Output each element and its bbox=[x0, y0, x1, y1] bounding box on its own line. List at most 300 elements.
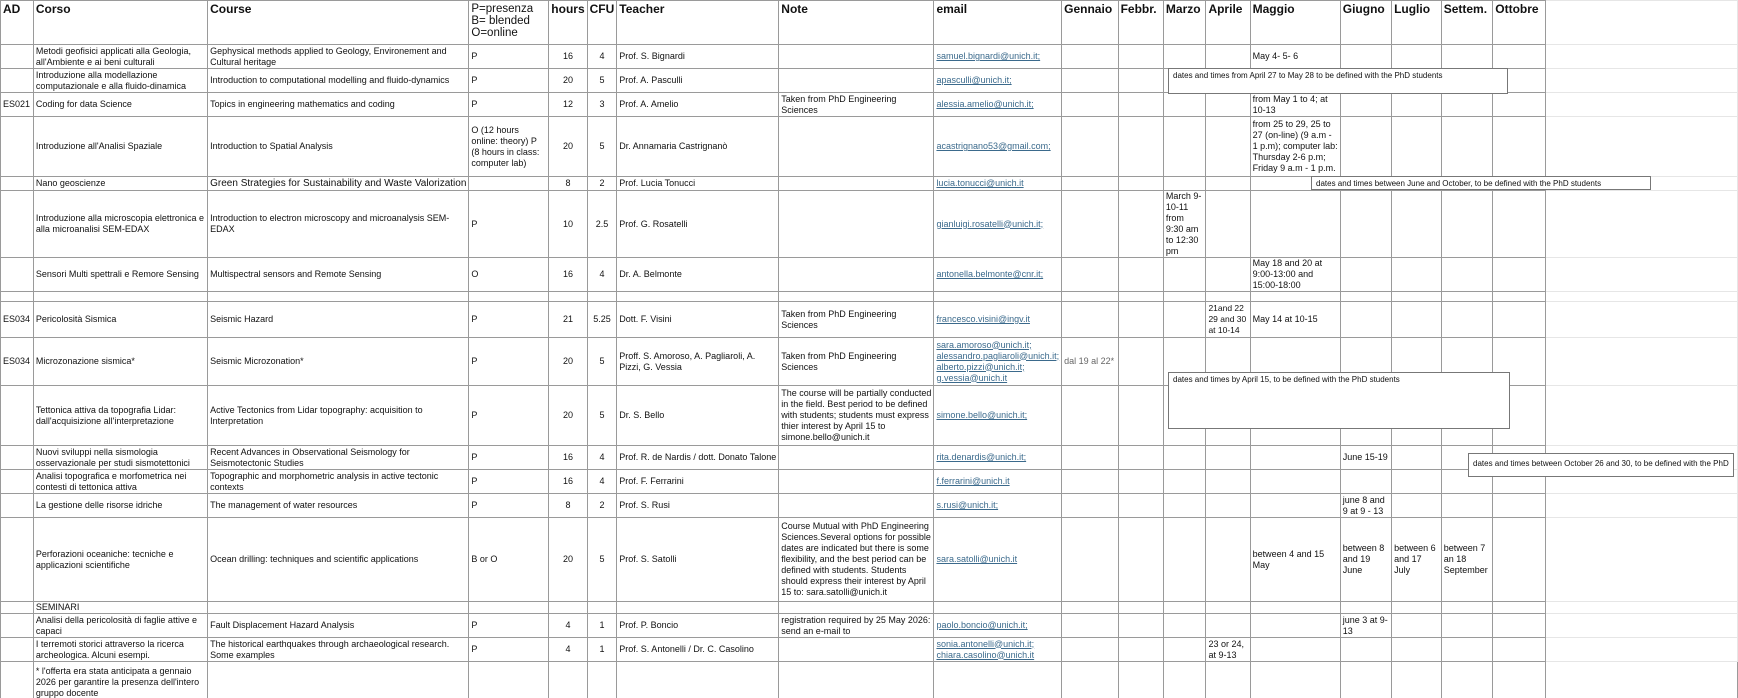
cell-month-maggio: May 18 and 20 at 9:00-13:00 and 15:00-18:00 bbox=[1250, 258, 1340, 292]
table-row bbox=[1, 638, 1738, 662]
cell-email[interactable]: rita.denardis@unich.it; bbox=[934, 446, 1062, 470]
header-ad: AD bbox=[1, 1, 34, 45]
cell-note: Taken from PhD Engineering Sciences bbox=[779, 93, 934, 117]
cell-month-marzo bbox=[1163, 258, 1206, 292]
cell-note: The course will be partially conducted in the field. Best period to be defined with students; students must express thier interest by April 15 to simone.bello@unich.it bbox=[779, 386, 934, 446]
cell-month-aprile: 21and 22 29 and 30 at 10-14 bbox=[1206, 302, 1250, 338]
table-row bbox=[1, 602, 1738, 614]
cell-note bbox=[779, 470, 934, 494]
cell-email[interactable]: lucia.tonucci@unich.it bbox=[934, 177, 1062, 191]
cell-hours: 16 bbox=[549, 258, 587, 292]
cell-email[interactable]: antonella.belmonte@cnr.it; bbox=[934, 258, 1062, 292]
cell-month-gennaio bbox=[1062, 258, 1118, 292]
cell-mode: P bbox=[469, 338, 549, 386]
header-teacher: Teacher bbox=[617, 1, 779, 45]
cell-teacher: Prof. G. Rosatelli bbox=[617, 191, 779, 258]
cell-month-gennaio bbox=[1062, 614, 1118, 638]
empty-cell bbox=[1118, 662, 1163, 698]
empty-cell bbox=[1546, 386, 1738, 446]
cell-email[interactable]: f.ferrarini@unich.it bbox=[934, 470, 1062, 494]
table-row bbox=[1, 93, 1738, 117]
cell-course: Recent Advances in Observational Seismology for Seismotectonic Studies bbox=[208, 446, 469, 470]
table-row bbox=[1, 614, 1738, 638]
cell-month-febbraio bbox=[1118, 638, 1163, 662]
cell-mode: P bbox=[469, 446, 549, 470]
cell-mode: O (12 hours online: theory) P (8 hours in class: computer lab) bbox=[469, 117, 549, 177]
cell-month-giugno bbox=[1340, 117, 1391, 177]
empty-cell bbox=[1546, 93, 1738, 117]
cell-month-aprile bbox=[1206, 93, 1250, 117]
cell-month-gennaio bbox=[1062, 292, 1118, 302]
cell-note bbox=[779, 191, 934, 258]
cell-month-ottobre bbox=[1493, 614, 1546, 638]
cell-teacher: Prof. R. de Nardis / dott. Donato Talone bbox=[617, 446, 779, 470]
cell-cfu: 4 bbox=[587, 45, 617, 69]
cell-note: Taken from PhD Engineering Sciences bbox=[779, 302, 934, 338]
cell-cfu: 2 bbox=[587, 177, 617, 191]
cell-email bbox=[934, 602, 1062, 614]
cell-corso: Nano geoscienze bbox=[33, 177, 207, 191]
cell-course: Introduction to electron microscopy and microanalysis SEM-EDAX bbox=[208, 191, 469, 258]
cell-month-marzo bbox=[1163, 494, 1206, 518]
cell-note: registration required by 25 May 2026: send an e-mail to bbox=[779, 614, 934, 638]
cell-ad bbox=[1, 177, 34, 191]
header-hours: hours bbox=[549, 1, 587, 45]
cell-ad bbox=[1, 470, 34, 494]
cell-month-gennaio bbox=[1062, 470, 1118, 494]
cell-mode: P bbox=[469, 93, 549, 117]
cell-corso: Analisi topografica e morfometrica nei contesti di tettonica attiva bbox=[33, 470, 207, 494]
cell-email[interactable]: francesco.visini@ingv.it bbox=[934, 302, 1062, 338]
cell-month-febbraio bbox=[1118, 93, 1163, 117]
cell-hours: 4 bbox=[549, 638, 587, 662]
cell-month-ottobre bbox=[1493, 302, 1546, 338]
cell-month-marzo bbox=[1163, 93, 1206, 117]
cell-email[interactable]: gianluigi.rosatelli@unich.it; bbox=[934, 191, 1062, 258]
cell-month-aprile bbox=[1206, 494, 1250, 518]
cell-month-luglio bbox=[1392, 117, 1442, 177]
cell-month-marzo bbox=[1163, 45, 1206, 69]
cell-month-gennaio bbox=[1062, 446, 1118, 470]
cell-month-luglio bbox=[1392, 258, 1442, 292]
cell-hours: 12 bbox=[549, 93, 587, 117]
cell-cfu bbox=[587, 292, 617, 302]
cell-teacher: Prof. Lucia Tonucci bbox=[617, 177, 779, 191]
cell-course: Active Tectonics from Lidar topography: acquisition to Interpretation bbox=[208, 386, 469, 446]
empty-cell bbox=[1062, 662, 1118, 698]
cell-month-luglio bbox=[1392, 45, 1442, 69]
header-month-settembre: Settem. bbox=[1441, 1, 1493, 45]
cell-month-marzo bbox=[1163, 470, 1206, 494]
cell-month-luglio bbox=[1392, 93, 1442, 117]
empty-cell bbox=[549, 662, 587, 698]
cell-ad bbox=[1, 638, 34, 662]
cell-cfu: 5 bbox=[587, 69, 617, 93]
cell-corso: Introduzione alla modellazione computazionale e alla fluido-dinamica bbox=[33, 69, 207, 93]
cell-month-marzo: March 9-10-11 from 9:30 am to 12:30 pm bbox=[1163, 191, 1206, 258]
header-month-gennaio: Gennaio bbox=[1062, 1, 1118, 45]
cell-month-settembre bbox=[1441, 292, 1493, 302]
cell-corso: Analisi della pericolosità di faglie attive e capaci bbox=[33, 614, 207, 638]
cell-ad bbox=[1, 662, 34, 698]
cell-month-ottobre bbox=[1493, 494, 1546, 518]
cell-ad bbox=[1, 602, 34, 614]
cell-month-giugno bbox=[1340, 191, 1391, 258]
cell-note bbox=[779, 45, 934, 69]
cell-corso bbox=[33, 292, 207, 302]
cell-note bbox=[779, 69, 934, 93]
cell-ad bbox=[1, 292, 34, 302]
cell-month-giugno bbox=[1340, 258, 1391, 292]
cell-mode: P bbox=[469, 45, 549, 69]
cell-note: Course Mutual with PhD Engineering Sciences.Several options for possible dates are indicated but there is some flexibility, and the best period can be defined with students. Students should express their interest by April 15 to: sara.satolli@unich.it bbox=[779, 518, 934, 602]
empty-cell bbox=[1546, 258, 1738, 292]
cell-hours: 20 bbox=[549, 69, 587, 93]
cell-corso: La gestione delle risorse idriche bbox=[33, 494, 207, 518]
cell-month-aprile bbox=[1206, 258, 1250, 292]
cell-corso: SEMINARI bbox=[33, 602, 207, 614]
table-row bbox=[1, 191, 1738, 258]
cell-ad bbox=[1, 386, 34, 446]
header-month-febbraio: Febbr. bbox=[1118, 1, 1163, 45]
cell-month-maggio bbox=[1250, 292, 1340, 302]
cell-month-febbraio bbox=[1118, 177, 1163, 191]
cell-month-maggio: from May 1 to 4; at 10-13 bbox=[1250, 93, 1340, 117]
cell-email[interactable]: sonia.antonelli@unich.it; chiara.casolino@unich.it bbox=[934, 638, 1062, 662]
empty-cell bbox=[1546, 638, 1738, 662]
cell-month-luglio bbox=[1392, 302, 1442, 338]
cell-ad bbox=[1, 117, 34, 177]
cell-email[interactable]: acastrignano53@gmail.com; bbox=[934, 117, 1062, 177]
cell-cfu: 4 bbox=[587, 470, 617, 494]
cell-month-giugno bbox=[1340, 302, 1391, 338]
cell-month-settembre bbox=[1441, 45, 1493, 69]
empty-cell bbox=[1392, 662, 1442, 698]
cell-month-aprile bbox=[1206, 45, 1250, 69]
header-month-giugno: Giugno bbox=[1340, 1, 1391, 45]
note-box-tonucci: dates and times between June and October, to be defined with the PhD students bbox=[1311, 176, 1651, 190]
cell-month-aprile bbox=[1206, 614, 1250, 638]
cell-teacher: Prof. A. Amelio bbox=[617, 93, 779, 117]
cell-hours bbox=[549, 292, 587, 302]
header-note: Note bbox=[779, 1, 934, 45]
cell-month-marzo bbox=[1163, 292, 1206, 302]
cell-hours: 4 bbox=[549, 614, 587, 638]
cell-email bbox=[934, 292, 1062, 302]
cell-email[interactable]: apasculli@unich.it; bbox=[934, 69, 1062, 93]
cell-month-febbraio bbox=[1118, 470, 1163, 494]
cell-month-giugno bbox=[1340, 638, 1391, 662]
cell-email[interactable]: s.rusi@unich.it; bbox=[934, 494, 1062, 518]
cell-month-luglio bbox=[1392, 614, 1442, 638]
cell-month-giugno bbox=[1340, 45, 1391, 69]
cell-cfu: 5 bbox=[587, 117, 617, 177]
cell-course: Seismic Microzonation* bbox=[208, 338, 469, 386]
cell-month-ottobre bbox=[1493, 518, 1546, 602]
cell-note bbox=[779, 292, 934, 302]
cell-mode bbox=[469, 177, 549, 191]
empty-cell bbox=[1546, 602, 1738, 614]
cell-corso: Pericolosità Sismica bbox=[33, 302, 207, 338]
cell-month-maggio: from 25 to 29, 25 to 27 (on-line) (9 a.m - 1 p.m); computer lab: Thursday 2-6 p.m; Friday 9 a.m - 1 p.m. bbox=[1250, 117, 1340, 177]
cell-mode: P bbox=[469, 494, 549, 518]
empty-cell bbox=[1163, 662, 1206, 698]
cell-month-giugno: june 3 at 9-13 bbox=[1340, 614, 1391, 638]
note-box-bello: dates and times by April 15, to be defined with the PhD students bbox=[1168, 372, 1510, 429]
cell-month-maggio: May 4- 5- 6 bbox=[1250, 45, 1340, 69]
cell-month-aprile bbox=[1206, 602, 1250, 614]
header-cfu: CFU bbox=[587, 1, 617, 45]
cell-email[interactable]: paolo.boncio@unich.it; bbox=[934, 614, 1062, 638]
cell-month-giugno: between 8 and 19 June bbox=[1340, 518, 1391, 602]
cell-month-gennaio: dal 19 al 22* bbox=[1062, 338, 1118, 386]
cell-course: Green Strategies for Sustainability and Waste Valorization bbox=[208, 177, 469, 191]
cell-month-settembre bbox=[1441, 302, 1493, 338]
empty-cell bbox=[1340, 662, 1391, 698]
cell-month-maggio bbox=[1250, 446, 1340, 470]
empty-cell bbox=[779, 662, 934, 698]
cell-ad bbox=[1, 518, 34, 602]
cell-month-marzo bbox=[1163, 302, 1206, 338]
empty-cell bbox=[1546, 191, 1738, 258]
cell-month-giugno bbox=[1340, 602, 1391, 614]
cell-mode bbox=[469, 292, 549, 302]
cell-course bbox=[208, 602, 469, 614]
cell-cfu: 4 bbox=[587, 258, 617, 292]
cell-email[interactable]: sara.amoroso@unich.it; alessandro.pagliaroli@unich.it; alberto.pizzi@unich.it; g.vessia@unich.it bbox=[934, 338, 1062, 386]
cell-cfu: 3 bbox=[587, 93, 617, 117]
cell-cfu: 5.25 bbox=[587, 302, 617, 338]
cell-month-gennaio bbox=[1062, 117, 1118, 177]
cell-month-marzo bbox=[1163, 518, 1206, 602]
cell-month-gennaio bbox=[1062, 93, 1118, 117]
cell-month-maggio bbox=[1250, 614, 1340, 638]
cell-month-settembre bbox=[1441, 117, 1493, 177]
cell-hours: 20 bbox=[549, 117, 587, 177]
cell-teacher bbox=[617, 602, 779, 614]
cell-hours: 8 bbox=[549, 177, 587, 191]
cell-mode: P bbox=[469, 69, 549, 93]
cell-month-febbraio bbox=[1118, 338, 1163, 386]
cell-hours: 16 bbox=[549, 45, 587, 69]
cell-month-aprile bbox=[1206, 191, 1250, 258]
cell-teacher: Dr. Annamaria Castrignanò bbox=[617, 117, 779, 177]
cell-note bbox=[779, 258, 934, 292]
cell-course: Introduction to computational modelling and fluido-dynamics bbox=[208, 69, 469, 93]
cell-ad: ES034 bbox=[1, 338, 34, 386]
cell-month-luglio bbox=[1392, 602, 1442, 614]
cell-month-ottobre bbox=[1493, 93, 1546, 117]
cell-ad bbox=[1, 258, 34, 292]
cell-hours: 20 bbox=[549, 386, 587, 446]
cell-mode: B or O bbox=[469, 518, 549, 602]
cell-month-gennaio bbox=[1062, 191, 1118, 258]
cell-course: Topographic and morphometric analysis in active tectonic contexts bbox=[208, 470, 469, 494]
cell-month-febbraio bbox=[1118, 302, 1163, 338]
empty-cell bbox=[1250, 662, 1340, 698]
cell-ad bbox=[1, 69, 34, 93]
cell-month-luglio bbox=[1392, 470, 1442, 494]
cell-month-ottobre bbox=[1493, 638, 1546, 662]
cell-ad bbox=[1, 446, 34, 470]
cell-month-giugno bbox=[1340, 470, 1391, 494]
cell-month-maggio bbox=[1250, 494, 1340, 518]
cell-corso: Coding for data Science bbox=[33, 93, 207, 117]
empty-cell bbox=[1206, 662, 1250, 698]
empty-cell bbox=[1546, 69, 1738, 93]
empty-cell bbox=[1546, 338, 1738, 386]
cell-mode: P bbox=[469, 614, 549, 638]
empty-cell bbox=[1546, 518, 1738, 602]
cell-note bbox=[779, 494, 934, 518]
cell-cfu: 1 bbox=[587, 638, 617, 662]
cell-teacher: Dr. S. Bello bbox=[617, 386, 779, 446]
cell-month-luglio bbox=[1392, 638, 1442, 662]
table-row bbox=[1, 258, 1738, 292]
cell-month-luglio bbox=[1392, 292, 1442, 302]
cell-teacher: Proff. S. Amoroso, A. Pagliaroli, A. Pizzi, G. Vessia bbox=[617, 338, 779, 386]
cell-month-settembre bbox=[1441, 494, 1493, 518]
cell-month-aprile bbox=[1206, 446, 1250, 470]
table-row bbox=[1, 494, 1738, 518]
cell-cfu: 5 bbox=[587, 386, 617, 446]
cell-teacher: Dr. A. Belmonte bbox=[617, 258, 779, 292]
note-box-pasculli: dates and times from April 27 to May 28 to be defined with the PhD students bbox=[1168, 68, 1508, 94]
cell-corso: Introduzione alla microscopia elettronica e alla microanalisi SEM-EDAX bbox=[33, 191, 207, 258]
empty-cell bbox=[1546, 494, 1738, 518]
cell-hours: 10 bbox=[549, 191, 587, 258]
cell-month-maggio bbox=[1250, 470, 1340, 494]
cell-month-febbraio bbox=[1118, 292, 1163, 302]
cell-cfu: 1 bbox=[587, 614, 617, 638]
empty-cell bbox=[617, 662, 779, 698]
cell-month-ottobre bbox=[1493, 45, 1546, 69]
cell-month-febbraio bbox=[1118, 386, 1163, 446]
cell-corso: Microzonazione sismica* bbox=[33, 338, 207, 386]
cell-month-aprile: 23 or 24, at 9-13 bbox=[1206, 638, 1250, 662]
cell-month-marzo bbox=[1163, 602, 1206, 614]
cell-course: Seismic Hazard bbox=[208, 302, 469, 338]
cell-course: Fault Displacement Hazard Analysis bbox=[208, 614, 469, 638]
cell-month-febbraio bbox=[1118, 45, 1163, 69]
empty-cell bbox=[1546, 292, 1738, 302]
cell-month-marzo bbox=[1163, 117, 1206, 177]
empty-cell bbox=[934, 662, 1062, 698]
cell-month-settembre bbox=[1441, 93, 1493, 117]
cell-month-giugno bbox=[1340, 292, 1391, 302]
cell-month-febbraio bbox=[1118, 494, 1163, 518]
cell-teacher: Prof. A. Pasculli bbox=[617, 69, 779, 93]
header-row bbox=[1, 1, 1738, 45]
cell-teacher: Prof. S. Satolli bbox=[617, 518, 779, 602]
cell-month-gennaio bbox=[1062, 69, 1118, 93]
cell-cfu: 2 bbox=[587, 494, 617, 518]
cell-hours: 20 bbox=[549, 518, 587, 602]
header-email: email bbox=[934, 1, 1062, 45]
cell-month-gennaio bbox=[1062, 518, 1118, 602]
cell-teacher: Prof. S. Bignardi bbox=[617, 45, 779, 69]
cell-ad bbox=[1, 494, 34, 518]
cell-mode: P bbox=[469, 386, 549, 446]
cell-hours: 21 bbox=[549, 302, 587, 338]
cell-month-gennaio bbox=[1062, 45, 1118, 69]
cell-note bbox=[779, 446, 934, 470]
header-month-ottobre: Ottobre bbox=[1493, 1, 1546, 45]
cell-month-maggio: between 4 and 15 May bbox=[1250, 518, 1340, 602]
cell-month-marzo bbox=[1163, 638, 1206, 662]
cell-ad: ES021 bbox=[1, 93, 34, 117]
footnote-row bbox=[1, 662, 1738, 698]
header-course: Course bbox=[208, 1, 469, 45]
cell-note: Taken from PhD Engineering Sciences bbox=[779, 338, 934, 386]
cell-month-marzo bbox=[1163, 446, 1206, 470]
cell-ad bbox=[1, 614, 34, 638]
cell-month-giugno: June 15-19 bbox=[1340, 446, 1391, 470]
header-month-aprile: Aprile bbox=[1206, 1, 1250, 45]
cell-email[interactable]: sara.satolli@unich.it bbox=[934, 518, 1062, 602]
cell-month-settembre bbox=[1441, 638, 1493, 662]
cell-mode bbox=[469, 602, 549, 614]
cell-corso: Perforazioni oceaniche: tecniche e applicazioni scientifiche bbox=[33, 518, 207, 602]
cell-hours: 8 bbox=[549, 494, 587, 518]
cell-cfu: 2.5 bbox=[587, 191, 617, 258]
cell-corso: I terremoti storici attraverso la ricerca archeologica. Alcuni esempi. bbox=[33, 638, 207, 662]
cell-month-febbraio bbox=[1118, 602, 1163, 614]
cell-month-aprile bbox=[1206, 470, 1250, 494]
header-corso: Corso bbox=[33, 1, 207, 45]
cell-month-giugno: june 8 and 9 at 9 - 13 bbox=[1340, 494, 1391, 518]
cell-month-marzo bbox=[1163, 177, 1206, 191]
cell-course: Gephysical methods applied to Geology, Environement and Cultural heritage bbox=[208, 45, 469, 69]
cell-month-aprile bbox=[1206, 518, 1250, 602]
header-month-maggio: Maggio bbox=[1250, 1, 1340, 45]
table-row bbox=[1, 518, 1738, 602]
empty-cell bbox=[1493, 662, 1546, 698]
cell-cfu bbox=[587, 602, 617, 614]
cell-month-gennaio bbox=[1062, 494, 1118, 518]
empty-cell bbox=[1546, 1, 1738, 45]
cell-month-gennaio bbox=[1062, 638, 1118, 662]
cell-mode: P bbox=[469, 638, 549, 662]
header-mode: P=presenza B= blended O=online bbox=[469, 1, 549, 45]
note-box-ferrarini: dates and times between October 26 and 30, to be defined with the PhD bbox=[1468, 453, 1734, 477]
cell-course: Introduction to Spatial Analysis bbox=[208, 117, 469, 177]
cell-month-luglio: between 6 and 17 July bbox=[1392, 518, 1442, 602]
empty-cell bbox=[1546, 614, 1738, 638]
cell-email[interactable]: simone.bello@unich.it; bbox=[934, 386, 1062, 446]
cell-month-luglio bbox=[1392, 446, 1442, 470]
cell-note bbox=[779, 177, 934, 191]
cell-corso: Introduzione all'Analisi Spaziale bbox=[33, 117, 207, 177]
cell-cfu: 5 bbox=[587, 338, 617, 386]
cell-teacher bbox=[617, 292, 779, 302]
cell-email[interactable]: samuel.bignardi@unich.it; bbox=[934, 45, 1062, 69]
cell-month-febbraio bbox=[1118, 518, 1163, 602]
cell-month-gennaio bbox=[1062, 386, 1118, 446]
empty-cell bbox=[1546, 302, 1738, 338]
cell-course: The historical earthquakes through archaeological research. Some examples bbox=[208, 638, 469, 662]
cell-ad: ES034 bbox=[1, 302, 34, 338]
cell-month-ottobre bbox=[1493, 292, 1546, 302]
cell-month-aprile bbox=[1206, 177, 1250, 191]
cell-email[interactable]: alessia.amelio@unich.it; bbox=[934, 93, 1062, 117]
header-month-luglio: Luglio bbox=[1392, 1, 1442, 45]
cell-month-gennaio bbox=[1062, 302, 1118, 338]
cell-teacher: Prof. S. Antonelli / Dr. C. Casolino bbox=[617, 638, 779, 662]
cell-hours: 16 bbox=[549, 446, 587, 470]
cell-teacher: Dott. F. Visini bbox=[617, 302, 779, 338]
cell-month-ottobre bbox=[1493, 602, 1546, 614]
